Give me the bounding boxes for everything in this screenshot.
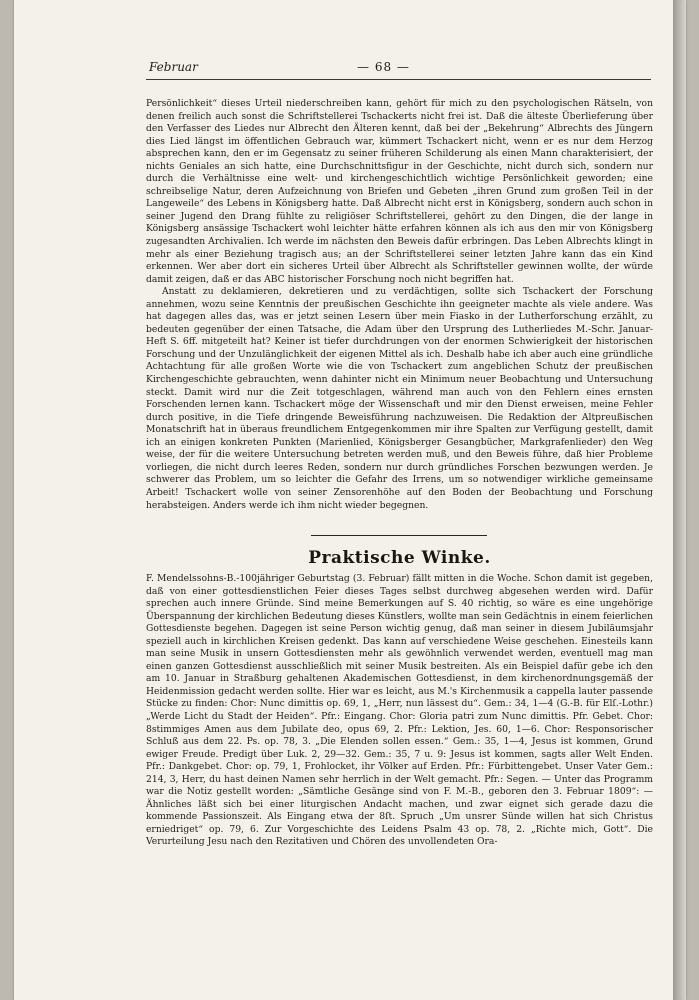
practical-tips-paragraph: F. Mendelssohns-B.-100jähriger Geburtstag (3. Februar) fällt mitten in die Woche. Schon damit ist gegeben, daß von einer gottesdienstlichen Feier dieses Tages selbst durchweg abgesehen werden wird. Dafür sprechen auch innere Gründe. Sind meine Bemerkungen auf S. 40 richtig, so wäre es eine ungehörige Überspannung der kirchlichen Bedeutung dieses Künstlers, wollte man sein Gedächtnis in einem feierlichen Gottesdienste begehen. Dagegen ist seine Person wichtig genug, daß man seiner in diesem Jubiläumsjahr speziell auch in kirchlichen Kreisen gedenkt. Das kann auf verschiedene Weise geschehen. Einesteils kann man seine Musik in unsern Gottesdiensten mehr als gewöhnlich verwendet werden, eventuell mag man einen ganzen Gottesdienst ausschließlich mit seiner Musik bestreiten. Als ein Beispiel dafür gebe ich den am 10. Januar in Straßburg gehaltenen Akademischen Gottesdienst, in dem kirchenordnungsgemäß der Heidenmission gedacht werden sollte. Hier war es leicht, aus M.'s Kirchenmusik a cappella lauter passende Stücke zu finden: Chor: Nunc dimittis op. 69, 1, „Herr, nun lässest du“. Gem.: 34, 1—4 (G.-B. für Elſ.-Lothr.) „Werde Licht du Stadt der Heiden“. Pfr.: Eingang. Chor: Gloria patri zum Nunc dimittis. Pfr. Gebet. Chor: 8stimmiges Amen aus dem Jubilate deo, opus 69, 2. Pfr.: Lektion, Jes. 60, 1—6. Chor: Responsorischer Schluß aus dem 22. Ps. op. 78, 3. „Die Elenden sollen essen.“ Gem.: 35, 1—4, Jesus ist kommen, Grund ewiger Freude. Predigt über Luk. 2, 29—32. Gem.: 35, 7 u. 9: Jesus ist kommen, sagts aller Welt Enden. Pfr.: Dankgebet. Chor: op. 79, 1, Frohlocket, ihr Völker auf Erden. Pfr.: Fürbittengebet. Unser Vater Gem.: 214, 3, Herr, du hast deinen Namen sehr herrlich in der Welt gemacht. Pfr.: Segen. — Unter das Programm war die Notiz gestellt worden: „Sämtliche Gesänge sind von F. M.-B., geboren den 3. Februar 1809“: — Ähnliches läßt sich bei einer liturgischen Andacht machen, und zwar eignet sich gerade dazu die kommende Passionszeit. Als Eingang etwa der 8ſt. Spruch „Um unsrer Sünde willen hat sich Christus erniedriget“ op. 79, 6. Zur Vorgeschichte des Leidens Psalm 43 op. 78, 2. „Richte mich, Gott“. Die Verurteilung Jesu nach den Rezitativen und Chören des unvollendeten Ora- xyxy=(146,573,653,848)
article-text-block xyxy=(146,98,653,523)
practical-tips-text-block xyxy=(146,573,653,983)
header-month: Februar xyxy=(149,60,198,74)
section-divider xyxy=(311,535,487,536)
section-title: Praktische Winke. xyxy=(308,548,491,568)
page-number: — 68 — xyxy=(357,60,410,74)
page-edge xyxy=(673,0,686,1000)
article-paragraph-2: Anstatt zu deklamieren, dekretieren und zu verdächtigen, sollte sich Tschackert der Forschung annehmen, wozu seine Kenntnis der preußischen Geschichte ihn geeigneter machte als viele andere. Was hat dagegen alles das, was er jetzt seinen Lesern über mein Fiasko in der Lutherforschung erzählt, zu bedeuten gegenüber der einen Tatsache, die Adam über den Ursprung des Lutherliedes M.-Schr. Januar-Heft S. 6ff. mitgeteilt hat? Keiner ist tiefer durchdrungen von der enormen Schwierigkeit der historischen Forschung und der Unzulänglichkeit der eigenen Mittel als ich. Deshalb habe ich aber auch eine gründliche Achtachtung für alle großen Worte wie die von Tschackert zum angeblichen Schutz der preußischen Kirchengeschichte gebrauchten, wenn dahinter nicht ein Minimum neuer Beobachtung und Untersuchung steckt. Damit wird nur die Zeit totgeschlagen, während man auch von den Fehlern eines ernsten Forschenden lernen kann. Tschackert möge der Wissenschaft und mir den Dienst erweisen, meine Fehler durch positive, in die Tiefe dringende Beweisführung nachzuweisen. Die Redaktion der Altpreußischen Monatschrift hat in überaus freundlichem Entgegenkommen mir ihre Spalten zur Verfügung gestellt, damit ich an einigen konkreten Punkten (Marienlied, Königsberger Gesangbücher, Markgrafenlieder) den Weg weise, der für die weitere Untersuchung betreten werden muß, und den Beweis führe, daß hier Probleme vorliegen, die nicht durch leeres Reden, sondern nur durch gründliches Forschen bezwungen werden. Je schwerer das Problem, um so leichter die Gefahr des Irrens, um so notwendiger wirkliche gemeinsame Arbeit! Tschackert wolle von seiner Zensorenhöhe auf den Boden der Beobachtung und Forschung herabsteigen. Anders werde ich ihm nicht wieder begegnen. xyxy=(146,286,653,511)
running-header xyxy=(149,60,649,78)
header-rule xyxy=(146,79,651,80)
page xyxy=(14,0,686,1000)
article-paragraph-1: Persönlichkeit“ dieses Urteil niederschreiben kann, gehört für mich zu den psychologischen Rätseln, von denen freilich auch sonst die Schriftstellerei Tschackerts nicht frei ist. Daß die älteste Überlieferung über den Verfasser des Liedes nur Albrecht den Älteren kennt, daß bei der „Bekehrung“ Albrechts des Jüngern dies Lied längst im öffentlichen Gebrauch war, kümmert Tschackert nicht, wenn er es nur dem Herzog absprechen kann, den er im Gegensatz zu seiner früheren Schilderung als einen Mann charakterisiert, der nichts Geniales an sich hatte, eine Durchschnittsfigur in der Geschichte, nicht durch sich, sondern nur durch die Verhältnisse eine welt- und kirchengeschichtlich wichtige Persönlichkeit geworden; eine schreibselige Natur, deren Aufzeichnung von Briefen und Gebeten „ihren Grund zum großen Teil in der Langeweile“ des Lebens in Königsberg hatte. Daß Albrecht nicht erst in Königsberg, sondern auch schon in seiner Jugend den Drang fühlte zu religiöser Schriftstellerei, gehört zu den Dingen, die der lange in Königsberg ansässige Tschackert wohl leichter hätte erfahren können als ich aus den mir von Königsberg zugesandten Archivalien. Ich werde im nächsten den Beweis dafür erbringen. Das Leben Albrechts klingt in mehr als einer Beziehung tragisch aus; an der Schriftstellerei seiner letzten Jahre kann das ein Kind erkennen. Wer aber dort ein sicheres Urteil über Albrecht als Schriftsteller gewinnen wollte, der würde damit zeigen, daß er das ABC historischer Forschung noch nicht begriffen hat. xyxy=(146,98,653,285)
